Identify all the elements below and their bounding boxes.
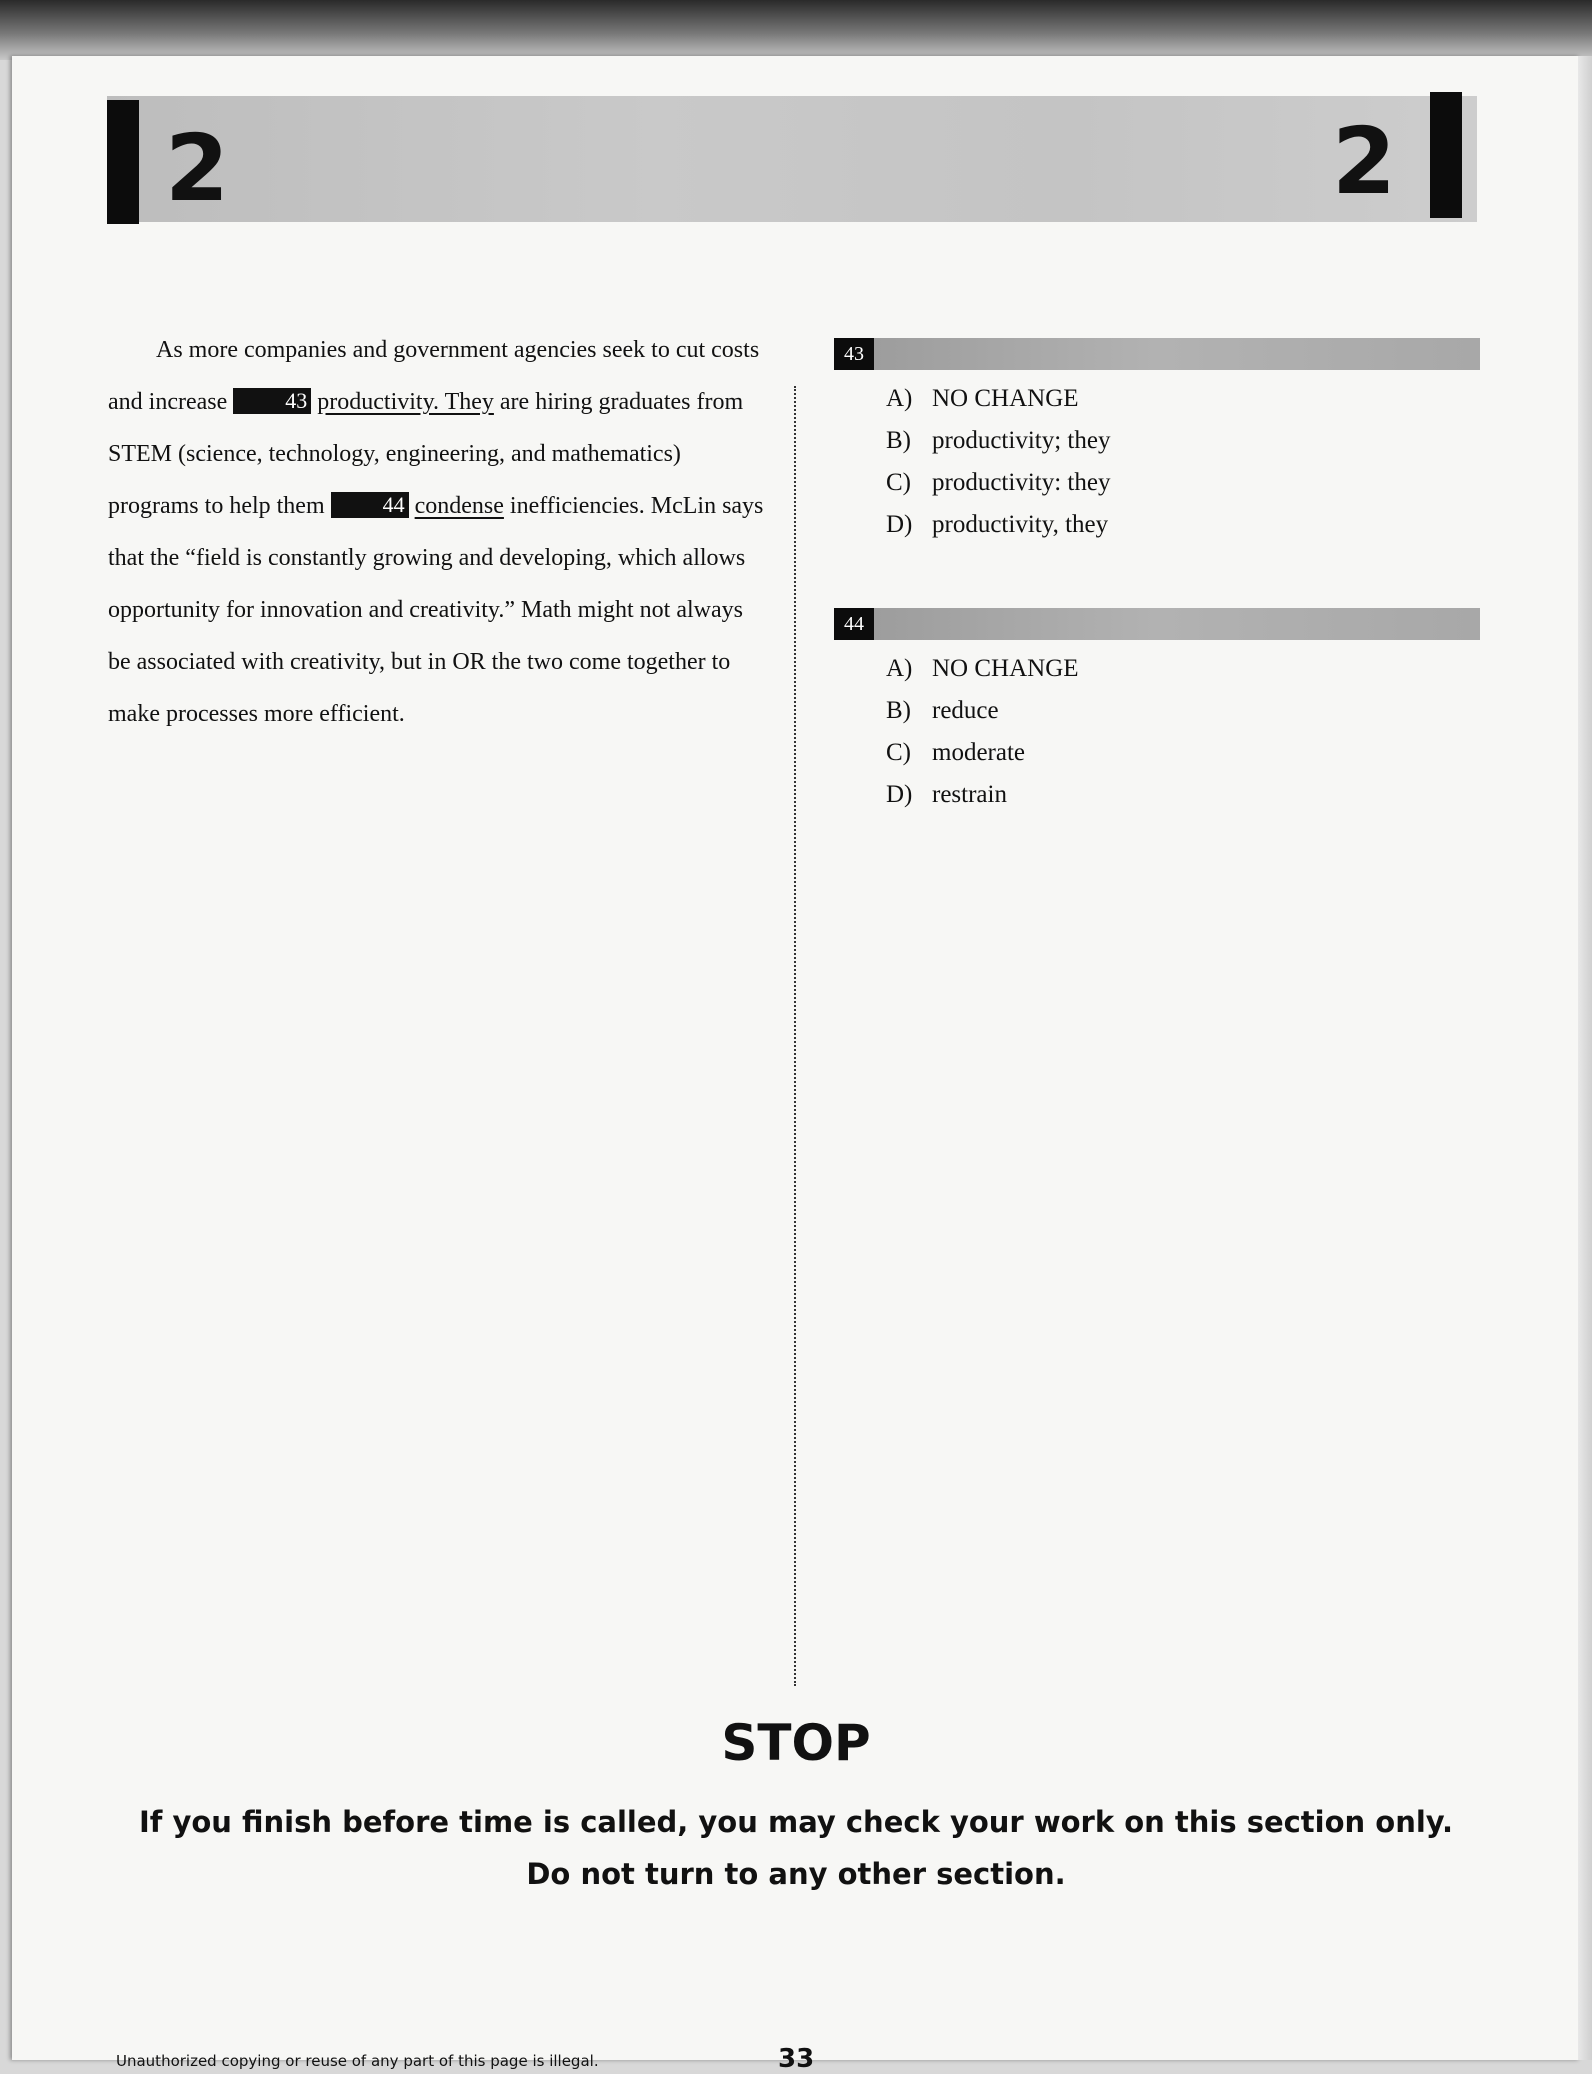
option-letter: B) [886, 427, 911, 454]
option-letter: C) [886, 469, 911, 496]
question-44-options [886, 648, 1480, 816]
passage-paragraph [108, 324, 768, 740]
option-letter: C) [886, 739, 911, 766]
question-43-marker: 43 [233, 388, 311, 414]
option-43-b[interactable] [886, 420, 1480, 462]
option-letter: A) [886, 385, 913, 412]
section-number-left: 2 [165, 115, 230, 222]
column-divider [794, 386, 796, 1686]
question-44-marker: 44 [331, 492, 409, 518]
option-letter: D) [886, 781, 913, 808]
scan-shadow [0, 0, 1592, 60]
question-43-underlined-text: productivity. They [317, 389, 494, 415]
section-marker-bar-right [1430, 92, 1462, 218]
passage-text-1: As more companies and government agencies seek to cut costs and increase [108, 337, 760, 415]
section-header-band [107, 96, 1477, 222]
option-44-d[interactable] [886, 774, 1480, 816]
option-44-b[interactable] [886, 690, 1480, 732]
passage-text-2: are hiring graduates from STEM (science, technology, engineering, and mathematics) programs to help them [108, 389, 744, 519]
stop-instruction-line-1: If you finish before time is called, you may check your work on this section only. [138, 1805, 1454, 1839]
question-44-number: 44 [834, 608, 874, 640]
passage-text-3: inefficiencies. McLin says that the “field is constantly growing and developing, which allows opportunity for innovation and creativity.” Math might not always be associated with creativity, but in OR the two come together to make processes more efficient. [108, 493, 764, 727]
option-letter: A) [886, 655, 913, 682]
page-number: 33 [778, 2044, 815, 2074]
option-44-a[interactable] [886, 648, 1480, 690]
question-43-options [886, 378, 1480, 546]
option-text: reduce [932, 697, 999, 724]
section-number-right: 2 [1332, 108, 1397, 215]
option-43-c[interactable] [886, 462, 1480, 504]
question-43-number: 43 [834, 338, 874, 370]
stop-instruction-line-2: Do not turn to any other section. [526, 1857, 1066, 1891]
option-text: restrain [932, 781, 1007, 808]
option-44-c[interactable] [886, 732, 1480, 774]
option-43-d[interactable] [886, 504, 1480, 546]
question-44-header [834, 608, 1480, 640]
option-text: NO CHANGE [932, 655, 1079, 682]
stop-instructions [12, 1796, 1580, 1900]
option-letter: B) [886, 697, 911, 724]
option-text: productivity; they [932, 427, 1111, 454]
question-44 [834, 608, 1480, 816]
option-text: moderate [932, 739, 1026, 766]
page-edge [1578, 56, 1592, 2060]
test-page [12, 56, 1580, 2074]
option-43-a[interactable] [886, 378, 1480, 420]
reading-passage [108, 324, 768, 740]
option-text: productivity, they [932, 511, 1109, 538]
section-marker-bar-left [107, 100, 139, 224]
question-44-underlined-text: condense [414, 493, 504, 519]
question-43 [834, 338, 1480, 546]
option-text: NO CHANGE [932, 385, 1079, 412]
option-text: productivity: they [932, 469, 1111, 496]
copyright-notice: Unauthorized copying or reuse of any part of this page is illegal. [116, 2052, 599, 2070]
stop-heading: STOP [721, 1714, 871, 1772]
question-43-header [834, 338, 1480, 370]
option-letter: D) [886, 511, 913, 538]
